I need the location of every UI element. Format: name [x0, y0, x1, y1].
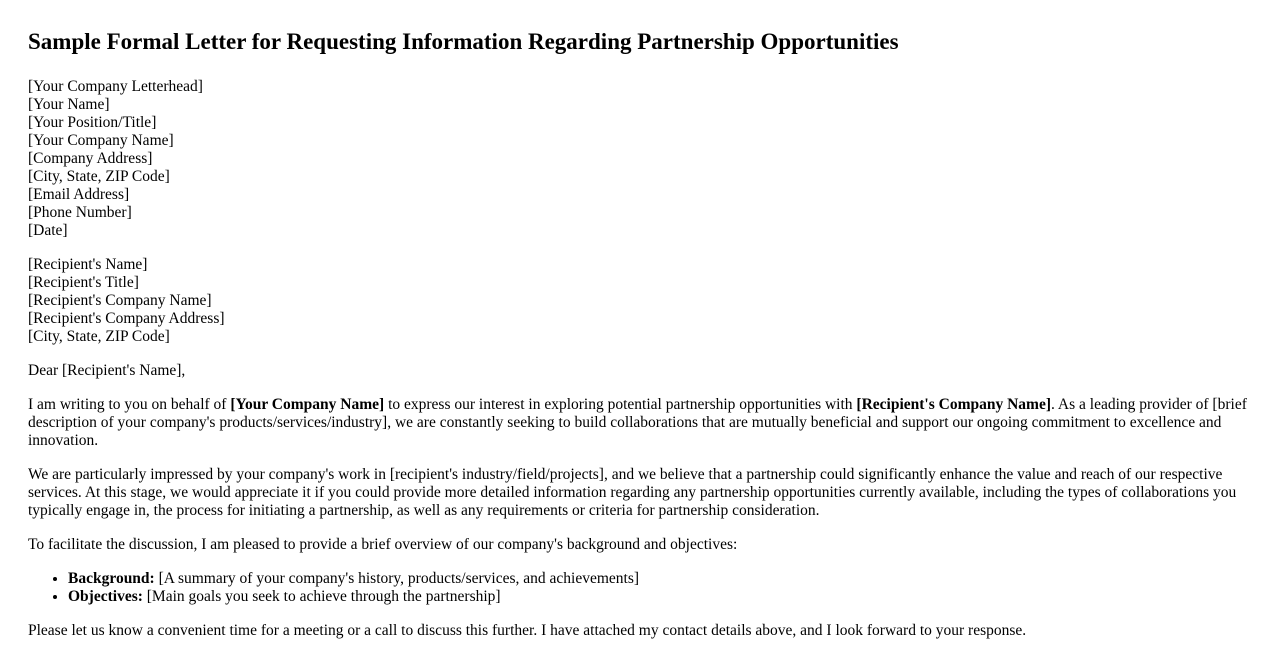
sender-phone: [Phone Number]	[28, 204, 132, 221]
letter-date: [Date]	[28, 222, 68, 239]
sender-name: [Your Name]	[28, 96, 110, 113]
paragraph-intro	[28, 396, 1250, 450]
sender-city-state-zip: [City, State, ZIP Code]	[28, 168, 170, 185]
recipient-city-state-zip: [City, State, ZIP Code]	[28, 328, 170, 345]
intro-text-1: I am writing to you on behalf of	[28, 396, 231, 413]
sender-letterhead: [Your Company Letterhead]	[28, 78, 203, 95]
sender-position: [Your Position/Title]	[28, 114, 157, 131]
list-item	[68, 588, 1250, 606]
intro-text-2: to express our interest in exploring potential partnership opportunities with	[384, 396, 857, 413]
recipient-name: [Recipient's Name]	[28, 256, 148, 273]
sender-block	[28, 78, 1250, 240]
recipient-address: [Recipient's Company Address]	[28, 310, 225, 327]
your-company-name-bold: [Your Company Name]	[230, 396, 385, 413]
list-item	[68, 570, 1250, 588]
sender-email: [Email Address]	[28, 186, 130, 203]
paragraph-request: We are particularly impressed by your company's work in [recipient's industry/field/projects], and we believe that a partnership could significantly enhance the value and reach of our respective services. At this stage, we would appreciate it if you could provide more detailed information regarding any partnership opportunities currently available, including the types of collaborations you typically engage in, the process for initiating a partnership, as well as any requirements or criteria for partnership consideration.	[28, 466, 1237, 519]
intro-text-3: . As a leading provider of [brief description of your company's products/services/industry], we are constantly seeking to build collaborations that are mutually beneficial and support our ongoing commitment to excellence and innovation.	[28, 396, 1247, 449]
list-item-text: [A summary of your company's history, products/services, and achievements]	[154, 570, 640, 587]
recipient-company-name-bold: [Recipient's Company Name]	[856, 396, 1052, 413]
recipient-block	[28, 256, 1250, 346]
list-item-label: Objectives:	[68, 588, 143, 605]
paragraph-overview-intro: To facilitate the discussion, I am pleased to provide a brief overview of our company's background and objectives:	[28, 536, 738, 553]
sender-address: [Company Address]	[28, 150, 153, 167]
page-title: Sample Formal Letter for Requesting Information Regarding Partnership Opportunities	[28, 29, 899, 54]
list-item-label: Background:	[68, 570, 155, 587]
salutation: Dear [Recipient's Name],	[28, 362, 186, 379]
recipient-title: [Recipient's Title]	[28, 274, 139, 291]
recipient-company: [Recipient's Company Name]	[28, 292, 212, 309]
paragraph-closing: Please let us know a convenient time for a meeting or a call to discuss this further. I have attached my contact details above, and I look forward to your response.	[28, 622, 1027, 639]
list-item-text: [Main goals you seek to achieve through the partnership]	[142, 588, 501, 605]
sender-company: [Your Company Name]	[28, 132, 174, 149]
overview-list	[28, 570, 1250, 606]
